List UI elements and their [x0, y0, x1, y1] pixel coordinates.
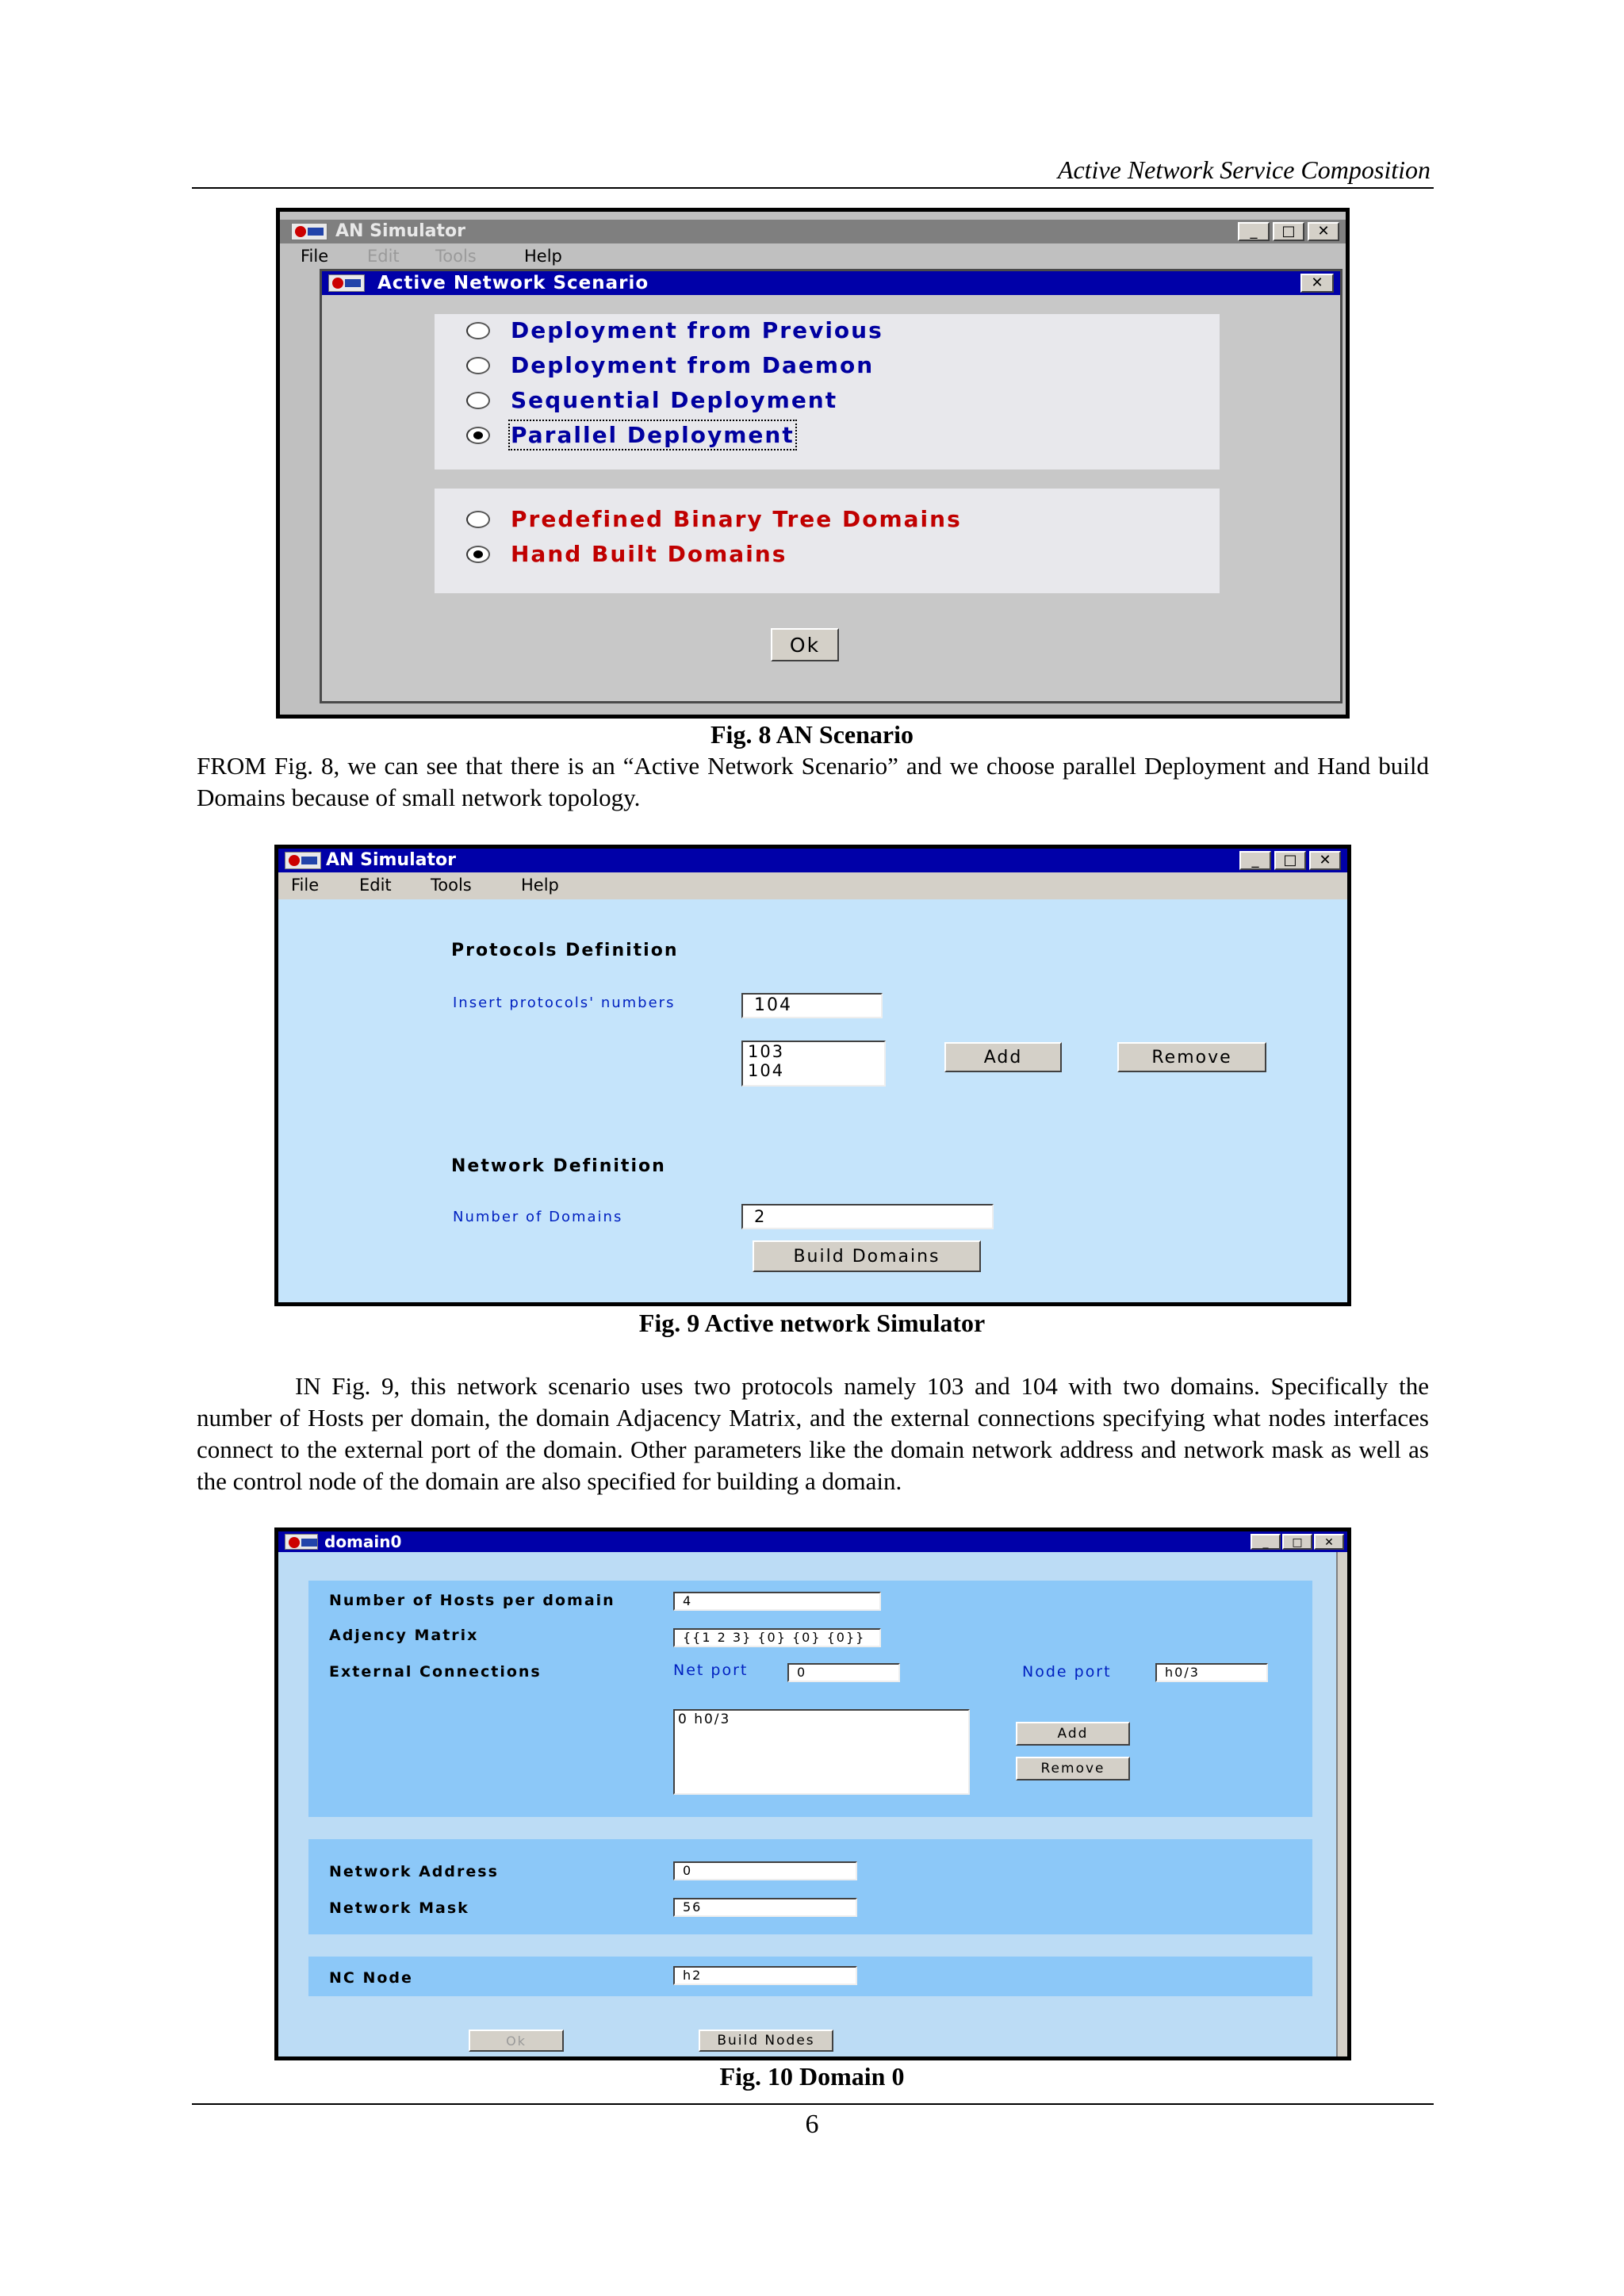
number-of-domains-input[interactable]: 2: [741, 1204, 994, 1229]
paragraph-1: FROM Fig. 8, we can see that there is an “Active Network Scenario” and we choose parallel Deployment and Hand build Domains because of small network topology.: [197, 752, 1429, 811]
net-port-input[interactable]: 0: [787, 1663, 900, 1682]
deployment-options-panel: [435, 314, 1220, 470]
menu-tools[interactable]: Tools: [431, 876, 472, 895]
radio-hand-built-domains[interactable]: Hand Built Domains: [511, 541, 787, 567]
java-app-icon: [291, 223, 327, 240]
scenario-dialog-titlebar: [322, 271, 1340, 295]
fig10-window: [274, 1527, 1351, 2060]
fig9-titlebar: [278, 849, 1347, 872]
fig8-window: [276, 208, 1350, 719]
java-app-icon: [285, 1534, 318, 1550]
hosts-per-domain-input[interactable]: 4: [673, 1592, 881, 1611]
number-of-domains-label: Number of Domains: [453, 1209, 623, 1225]
java-app-icon: [328, 274, 365, 292]
java-app-icon: [285, 852, 321, 869]
adjacency-matrix-label: Adjency Matrix: [329, 1627, 479, 1644]
menu-edit[interactable]: Edit: [367, 247, 400, 266]
fig8-caption: Fig. 8 AN Scenario: [710, 720, 914, 749]
insert-protocols-label: Insert protocols' numbers: [453, 995, 676, 1011]
network-mask-label: Network Mask: [329, 1899, 469, 1917]
minimize-button[interactable]: _: [1239, 851, 1271, 870]
menu-tools[interactable]: Tools: [435, 247, 477, 266]
fig10-window-title: domain0: [324, 1532, 402, 1551]
hosts-per-domain-label: Number of Hosts per domain: [329, 1592, 615, 1609]
external-connections-label: External Connections: [329, 1663, 542, 1681]
paragraph-2: IN Fig. 9, this network scenario uses two protocols namely 103 and 104 with two domains. Specifically the number of Hosts per domain, the domain Adjacency Matrix, and the external connections specifying what nodes interfaces connect to the external port of the domain. Other parameters like the domain network address and network mask as well as the control node of the domain are also specified for building a domain.: [197, 1372, 1429, 1495]
list-item[interactable]: 103: [748, 1042, 785, 1061]
maximize-button[interactable]: □: [1274, 851, 1306, 870]
nc-node-input[interactable]: h2: [673, 1966, 857, 1985]
maximize-button[interactable]: □: [1273, 222, 1304, 241]
node-port-label: Node port: [1022, 1663, 1112, 1681]
radio-button-icon: [466, 511, 490, 528]
remove-protocol-button[interactable]: Remove: [1117, 1042, 1266, 1072]
hosts-panel: [308, 1581, 1312, 1817]
nc-node-panel: [308, 1957, 1312, 1996]
network-definition-heading: Network Definition: [451, 1156, 666, 1176]
external-connections-list[interactable]: [673, 1709, 970, 1795]
network-address-panel: [308, 1839, 1312, 1934]
network-address-input[interactable]: 0: [673, 1861, 857, 1880]
protocols-definition-heading: Protocols Definition: [451, 941, 679, 960]
page-number: 6: [805, 2110, 819, 2139]
menu-edit[interactable]: Edit: [359, 876, 392, 895]
list-item[interactable]: 104: [748, 1061, 785, 1080]
scenario-dialog-title: Active Network Scenario: [377, 273, 649, 293]
radio-button-icon: [466, 357, 490, 374]
radio-binary-tree-domains[interactable]: Predefined Binary Tree Domains: [511, 506, 962, 532]
close-button[interactable]: ✕: [1309, 851, 1341, 870]
running-header: Active Network Service Composition: [1057, 155, 1431, 184]
menu-help[interactable]: Help: [521, 876, 559, 895]
radio-deployment-daemon[interactable]: Deployment from Daemon: [511, 352, 874, 378]
adjacency-matrix-input[interactable]: {{1 2 3} {0} {0} {0}}: [673, 1628, 881, 1647]
build-nodes-button[interactable]: Build Nodes: [699, 2030, 833, 2052]
network-mask-input[interactable]: 56: [673, 1898, 857, 1917]
radio-selected-icon: [466, 546, 490, 563]
fig10-caption: Fig. 10 Domain 0: [719, 2062, 905, 2091]
radio-parallel-deployment[interactable]: Parallel Deployment: [511, 422, 795, 448]
domain-options-panel: [435, 489, 1220, 593]
menu-file[interactable]: File: [301, 247, 329, 266]
close-button[interactable]: ✕: [1308, 222, 1339, 241]
list-item[interactable]: 0 h0/3: [678, 1711, 731, 1727]
remove-connection-button[interactable]: Remove: [1016, 1757, 1130, 1780]
radio-button-icon: [466, 392, 490, 409]
add-protocol-button[interactable]: Add: [944, 1042, 1062, 1072]
fig9-window-title: AN Simulator: [326, 850, 456, 870]
footer-rule: [192, 2103, 1434, 2105]
fig10-titlebar: [278, 1531, 1347, 1552]
fig9-window: [274, 845, 1351, 1306]
radio-sequential-deployment[interactable]: Sequential Deployment: [511, 387, 837, 413]
nc-node-label: NC Node: [329, 1969, 413, 1987]
minimize-button[interactable]: _: [1238, 222, 1270, 241]
window-border-right: [1336, 1552, 1347, 2056]
radio-deployment-previous[interactable]: Deployment from Previous: [511, 317, 883, 343]
protocol-list[interactable]: [741, 1041, 886, 1087]
menu-file[interactable]: File: [291, 876, 320, 895]
net-port-label: Net port: [673, 1662, 749, 1679]
fig9-menubar: [278, 872, 1347, 899]
dialog-close-button[interactable]: ✕: [1300, 274, 1334, 293]
fig8-menubar: [280, 243, 1346, 267]
ok-button[interactable]: Ok: [469, 2030, 564, 2052]
node-port-input[interactable]: h0/3: [1155, 1663, 1268, 1682]
radio-button-icon: [466, 322, 490, 339]
scenario-dialog: [320, 269, 1342, 703]
header-rule: [192, 187, 1434, 189]
close-button[interactable]: ✕: [1314, 1534, 1344, 1550]
fig8-window-title: AN Simulator: [335, 221, 465, 241]
menu-help[interactable]: Help: [524, 247, 562, 266]
radio-selected-icon: [466, 427, 490, 444]
build-domains-button[interactable]: Build Domains: [753, 1240, 981, 1272]
add-connection-button[interactable]: Add: [1016, 1722, 1130, 1746]
fig8-titlebar: [280, 220, 1346, 243]
minimize-button[interactable]: _: [1251, 1534, 1281, 1550]
ok-button[interactable]: Ok: [771, 628, 839, 661]
fig9-caption: Fig. 9 Active network Simulator: [638, 1309, 986, 1337]
maximize-button[interactable]: □: [1282, 1534, 1312, 1550]
network-address-label: Network Address: [329, 1863, 499, 1880]
protocol-number-input[interactable]: 104: [741, 993, 883, 1018]
